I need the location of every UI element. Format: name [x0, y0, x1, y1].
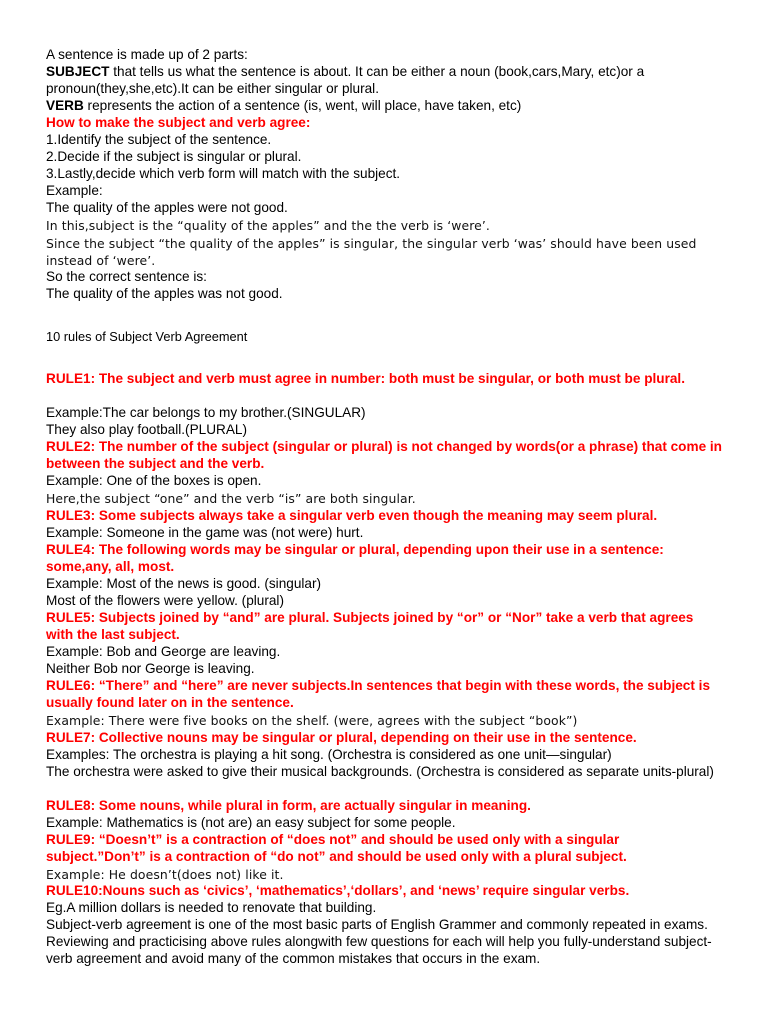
rule-2-example-2: Here,the subject “one” and the verb “is” are both singular.	[46, 491, 416, 506]
rule-1-example-1: Example:The car belongs to my brother.(SINGULAR)	[46, 405, 366, 420]
rule-1: RULE1: The subject and verb must agree in number: both must be singular, or both must be plural.	[46, 371, 685, 386]
rule-6-example-1: Example: There were five books on the shelf. (were, agrees with the subject “book”)	[46, 713, 578, 728]
explanation-1: In this,subject is the “quality of the apples” and the the verb is ‘were’.	[46, 218, 490, 233]
rule-7-example-1: Examples: The orchestra is playing a hit song. (Orchestra is considered as one unit—singular)	[46, 747, 612, 762]
rule-2: RULE2: The number of the subject (singular or plural) is not changed by words(or a phrase) that come in between the subject and the verb.	[46, 439, 722, 471]
rules-title: 10 rules of Subject Verb Agreement	[46, 329, 248, 344]
example-sentence: The quality of the apples were not good.	[46, 200, 288, 215]
step-2: 2.Decide if the subject is singular or plural.	[46, 149, 302, 164]
correct-sentence: The quality of the apples was not good.	[46, 286, 283, 301]
explanation-2: Since the subject “the quality of the apples” is singular, the singular verb ‘was’ should have been used instead of ‘were’.	[46, 236, 697, 268]
rule-5-example-1: Example: Bob and George are leaving.	[46, 644, 281, 659]
rule-6: RULE6: “There” and “here” are never subjects.In sentences that begin with these words, the subject is usually found later on in the sentence.	[46, 678, 711, 710]
rule-4-example-1: Example: Most of the news is good. (singular)	[46, 576, 322, 591]
rule-5-example-2: Neither Bob nor George is leaving.	[46, 661, 255, 676]
rule-10-example-1: Eg.A million dollars is needed to renovate that building.	[46, 900, 377, 915]
rule-1-example-2: They also play football.(PLURAL)	[46, 422, 247, 437]
rule-9: RULE9: “Doesn’t” is a contraction of “does not” and should be used only with a singular subject.”Don’t” is a contraction of “do not” and should be used only with a plural subject.	[46, 832, 627, 864]
example-label: Example:	[46, 183, 103, 198]
verb-definition	[46, 97, 722, 114]
step-3: 3.Lastly,decide which verb form will match with the subject.	[46, 166, 401, 181]
rule-7: RULE7: Collective nouns may be singular or plural, depending on their use in the sentence.	[46, 730, 637, 745]
rule-3: RULE3: Some subjects always take a singular verb even though the meaning may seem plural.	[46, 508, 658, 523]
rule-8-example-1: Example: Mathematics is (not are) an easy subject for some people.	[46, 815, 456, 830]
rule-8: RULE8: Some nouns, while plural in form, are actually singular in meaning.	[46, 798, 531, 813]
correct-label: So the correct sentence is:	[46, 269, 207, 284]
rule-4: RULE4: The following words may be singular or plural, depending upon their use in a sentence: some,any, all, most.	[46, 542, 664, 574]
subject-definition	[46, 63, 722, 97]
verb-definition-text: represents the action of a sentence (is, went, will place, have taken, etc)	[83, 98, 522, 113]
rule-9-example-1: Example: He doesn’t(does not) like it.	[46, 867, 284, 882]
step-1: 1.Identify the subject of the sentence.	[46, 132, 272, 147]
verb-term: VERB	[46, 98, 84, 113]
intro-line: A sentence is made up of 2 parts:	[46, 47, 248, 62]
subject-term: SUBJECT	[46, 64, 110, 79]
howto-heading: How to make the subject and verb agree:	[46, 115, 311, 130]
subject-definition-text: that tells us what the sentence is about. It can be either a noun (book,cars,Mary, etc)or a pronoun(they,she,etc).It can be either singular or plural.	[46, 64, 645, 96]
conclusion-paragraph: Subject-verb agreement is one of the most basic parts of English Grammer and commonly repeated in exams. Reviewing and practicising above rules alongwith few questions for each will help you fully-understand subject-verb agreement and avoid many of the common mistakes that occurs in the exam.	[46, 917, 712, 966]
rule-2-example-1: Example: One of the boxes is open.	[46, 473, 262, 488]
rule-5: RULE5: Subjects joined by “and” are plural. Subjects joined by “or” or “Nor” take a verb that agrees with the last subject.	[46, 610, 694, 642]
rule-3-example-1: Example: Someone in the game was (not were) hurt.	[46, 525, 364, 540]
rule-10: RULE10:Nouns such as ‘civics’, ‘mathematics’,‘dollars’, and ‘news’ require singular verbs.	[46, 883, 630, 898]
rule-7-example-2: The orchestra were asked to give their musical backgrounds. (Orchestra is considered as separate units-plural)	[46, 764, 714, 779]
rule-4-example-2: Most of the flowers were yellow. (plural)	[46, 593, 284, 608]
